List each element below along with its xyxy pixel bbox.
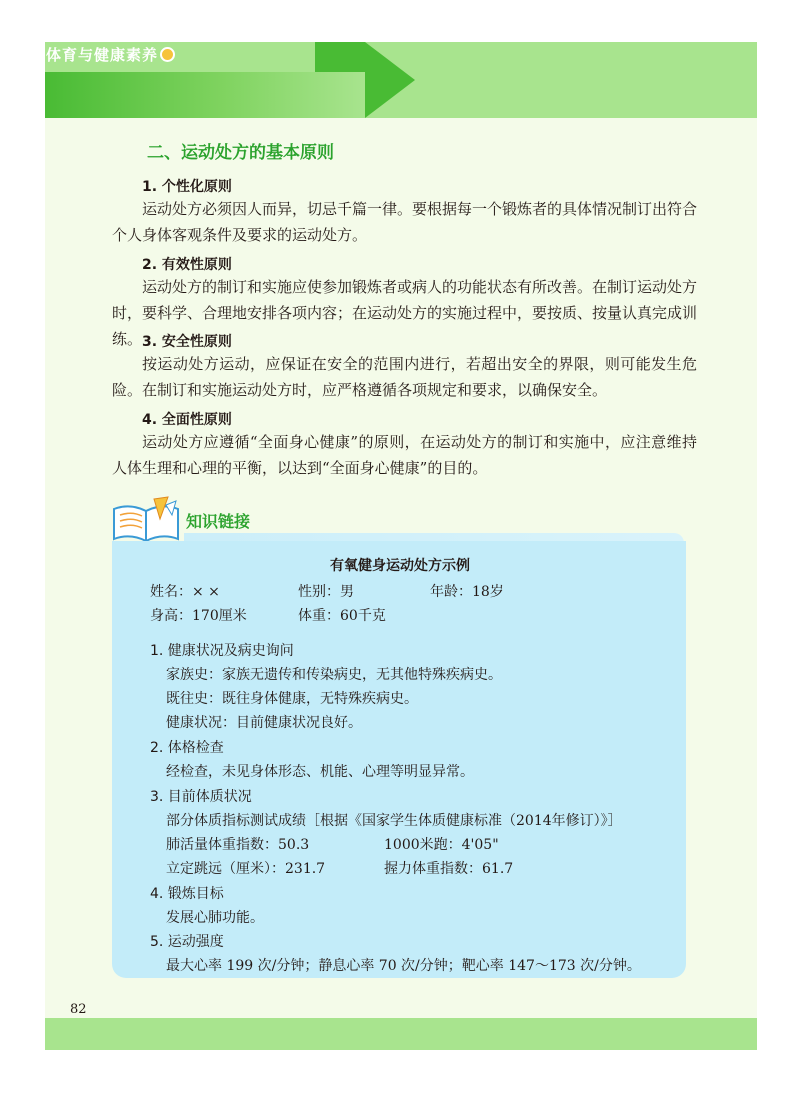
header-bar (45, 72, 365, 118)
principle-text-1: 运动处方必须因人而异，切忌千篇一律。要根据每一个锻炼者的具体情况制订出符合个人身体客观条件及要求的运动处方。 (112, 200, 698, 244)
principle-title-4: 4. 全面性原则 (142, 412, 232, 428)
principle-title-1: 1. 个性化原则 (142, 179, 232, 195)
info-name: 姓名：× × (150, 584, 220, 600)
info-sex: 性别：男 (298, 584, 354, 600)
section-heading-1: 1. 健康状况及病史询问 (150, 643, 294, 659)
principle-text-4: 运动处方应遵循“全面身心健康”的原则，在运动处方的制订和实施中，应注意维持人体生理和心理的平衡，以达到“全面身心健康”的目的。 (112, 433, 697, 477)
book-title: 体育与健康素养 (46, 44, 175, 65)
principle-text-3: 按运动处方运动，应保证在安全的范围内进行，若超出安全的界限，则可能发生危险。在制订和实施运动处方时，应严格遵循各项规定和要求，以确保安全。 (112, 355, 697, 399)
section-heading-4: 4. 锻炼目标 (150, 886, 224, 902)
section-line: 部分体质指标测试成绩［根据《国家学生体质健康标准（2014年修订）》］ (166, 813, 622, 829)
section-line: 既往史：既往身体健康，无特殊疾病史。 (166, 691, 418, 707)
section-line: 家族史：家族无遗传和传染病史，无其他特殊疾病史。 (166, 667, 502, 683)
metric-left: 肺活量体重指数：50.3 (166, 837, 310, 853)
page-number: 82 (70, 1002, 87, 1017)
section-line: 经检查，未见身体形态、机能、心理等明显异常。 (166, 764, 474, 780)
info-age: 年龄：18岁 (430, 584, 504, 600)
section-line: 最大心率 199 次/分钟；静息心率 70 次/分钟；靶心率 147～173 次/分钟。 (166, 958, 641, 974)
bottom-band (45, 1018, 757, 1050)
section-line: 发展心肺功能。 (166, 910, 264, 926)
badge-icon (160, 47, 175, 62)
principle-text-2: 运动处方的制订和实施应使参加锻炼者或病人的功能状态有所改善。在制订运动处方时，要科学、合理地安排各项内容；在运动处方的实施过程中，要按质、按量认真完成训练。 (112, 278, 698, 348)
section-heading-2: 2. 体格检查 (150, 740, 224, 756)
section-title: 二、运动处方的基本原则 (147, 143, 334, 163)
section-heading-3: 3. 目前体质状况 (150, 789, 252, 805)
knowledge-link-label: 知识链接 (186, 512, 251, 531)
info-weight: 体重：60千克 (298, 608, 386, 624)
metric-right: 握力体重指数：61.7 (384, 861, 514, 877)
metric-left: 立定跳远（厘米）：231.7 (166, 861, 326, 877)
open-book-icon (110, 495, 182, 545)
principle-title-2: 2. 有效性原则 (142, 257, 232, 273)
section-heading-5: 5. 运动强度 (150, 934, 224, 950)
knowledge-box-title: 有氧健身运动处方示例 (330, 558, 470, 574)
section-line: 健康状况：目前健康状况良好。 (166, 715, 362, 731)
metric-right: 1000米跑：4'05" (384, 837, 499, 853)
info-height: 身高：170厘米 (150, 608, 247, 624)
principle-title-3: 3. 安全性原则 (142, 334, 232, 350)
